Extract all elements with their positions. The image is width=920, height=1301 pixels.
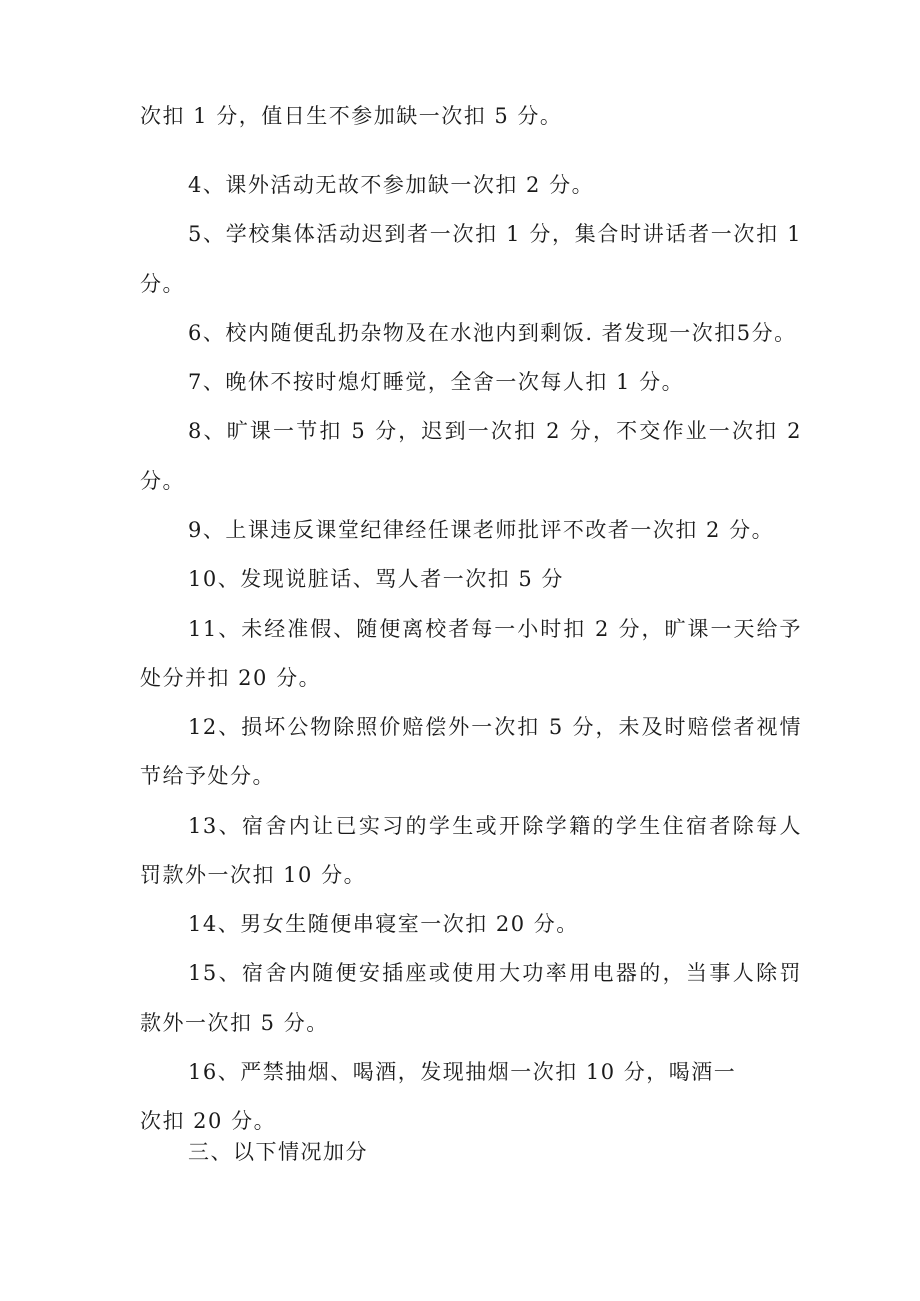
text-line: 14、男女生随便串寝室一次扣 20 分。	[188, 912, 579, 936]
text-line: 5、学校集体活动迟到者一次扣 1 分，集合时讲话者一次扣 1	[188, 222, 802, 246]
text-line: 13、宿舍内让已实习的学生或开除学籍的学生住宿者除每人	[188, 814, 802, 838]
text-line: 次扣 1 分，值日生不参加缺一次扣 5 分。	[140, 104, 563, 128]
text-line: 9、上课违反课堂纪律经任课老师批评不改者一次扣 2 分。	[188, 518, 775, 542]
text-line: 节给予处分。	[140, 764, 275, 788]
text-line: 罚款外一次扣 10 分。	[140, 863, 367, 887]
text-line: 7、晚休不按时熄灯睡觉，全舍一次每人扣 1 分。	[188, 370, 685, 394]
text-line: 16、严禁抽烟、喝酒，发现抽烟一次扣 10 分，喝酒一	[188, 1060, 737, 1084]
text-line: 6、校内随便乱扔杂物及在水池内到剩饭. 者发现一次扣5分。	[188, 321, 797, 345]
text-line: 8、旷课一节扣 5 分，迟到一次扣 2 分，不交作业一次扣 2	[188, 419, 802, 443]
text-line: 4、课外活动无故不参加缺一次扣 2 分。	[188, 173, 595, 197]
text-line: 11、未经准假、随便离校者每一小时扣 2 分，旷课一天给予	[188, 617, 802, 641]
text-line: 次扣 20 分。	[140, 1109, 277, 1133]
text-line: 12、损坏公物除照价赔偿外一次扣 5 分，未及时赔偿者视情	[188, 715, 802, 739]
text-line: 15、宿舍内随便安插座或使用大功率用电器的，当事人除罚	[188, 961, 802, 985]
text-line: 10、发现说脏话、骂人者一次扣 5 分	[188, 567, 564, 591]
text-line: 处分并扣 20 分。	[140, 666, 322, 690]
text-line: 分。	[140, 469, 185, 493]
section-heading: 三、以下情况加分	[188, 1140, 368, 1164]
text-line: 款外一次扣 5 分。	[140, 1011, 329, 1035]
text-line: 分。	[140, 272, 185, 296]
